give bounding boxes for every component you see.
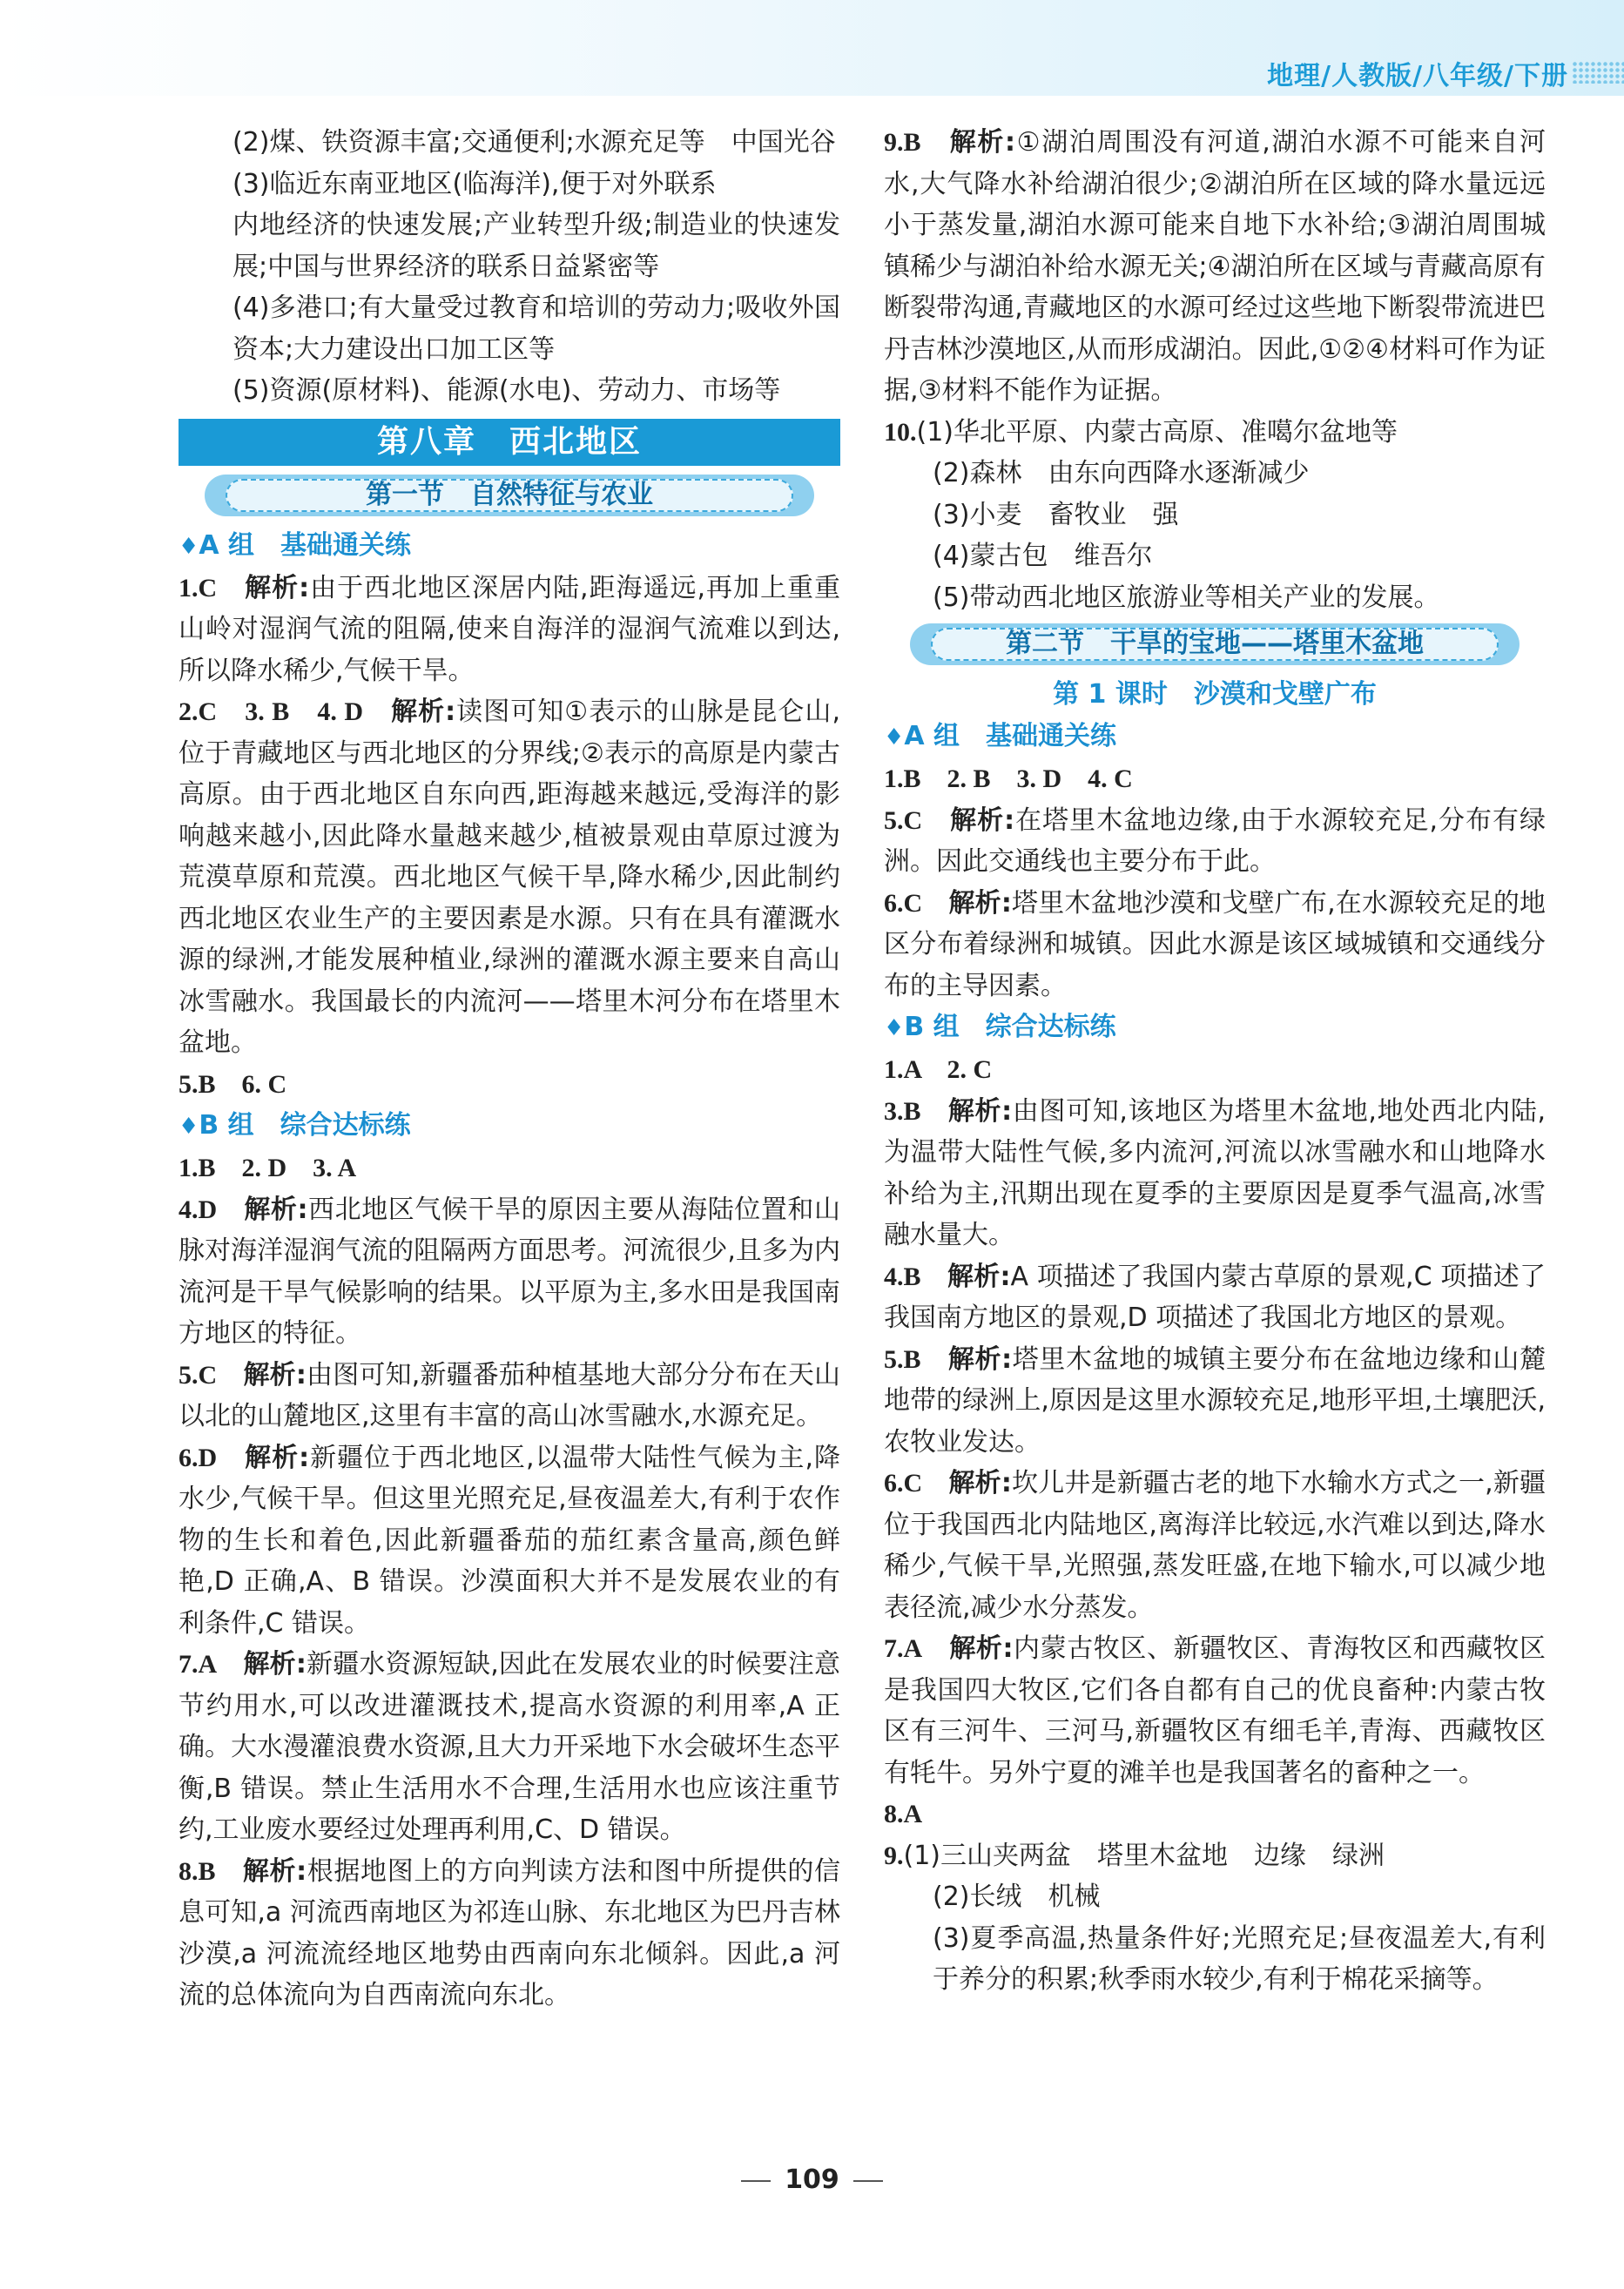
analysis-label: 解析:	[947, 1095, 1013, 1127]
item-answer: A	[903, 1800, 923, 1828]
item-number: 5.	[179, 1069, 199, 1099]
lesson-title: 第 1 课时 沙漠和戈壁广布	[1053, 679, 1377, 710]
item-answer: C	[903, 1469, 923, 1498]
item-answer: B 2. D 3. A	[198, 1154, 357, 1182]
group-a-heading	[884, 716, 1546, 758]
answer-item	[179, 1437, 840, 1645]
answer-line: (3)小麦 畜牧业 强	[933, 499, 1179, 530]
running-header: 地理/人教版/八年级/下册	[1267, 61, 1568, 91]
item-answer: C 3. B 4. D	[198, 697, 364, 726]
answer-line: (5)带动西北地区旅游业等相关产业的发展。	[933, 582, 1440, 613]
analysis-text: 西北地区气候干旱的原因主要从海陆位置和山脉对海洋湿润气流的阻隔两方面思考。河流很少,且多为内流河是干旱气候影响的结果。以平原为主,多水田是我国南方地区的特征。	[179, 1194, 841, 1349]
answer-item	[179, 568, 840, 692]
item-number: 9.	[884, 128, 904, 157]
item-answer: B	[903, 1344, 921, 1374]
item-answer: A	[198, 1650, 218, 1679]
intro-line: 内地经济的快速发展;产业转型升级;制造业的快速发展;中国与世界经济的联系日益紧密等	[232, 210, 840, 282]
answer-item	[179, 1148, 840, 1189]
answer-item	[179, 1189, 840, 1355]
answer-item	[179, 1644, 840, 1851]
item-number: 9.	[884, 1841, 904, 1870]
answer-item	[884, 1091, 1546, 1256]
analysis-label: 解析:	[948, 887, 1012, 919]
analysis-label: 解析:	[947, 1261, 1011, 1292]
analysis-label: 解析:	[949, 1633, 1014, 1664]
item-number: 6.	[179, 1443, 199, 1472]
section-title: 第二节 干旱的宝地——塔里木盆地	[931, 628, 1499, 661]
analysis-label: 解析:	[243, 1359, 307, 1390]
analysis-label: 解析:	[950, 805, 1015, 836]
analysis-text: 根据地图上的方向判读方法和图中所提供的信息可知,a 河流西南地区为祁连山脉、东北地区为巴丹吉林沙漠,a 河流流经地区地势由西南向东北倾斜。因此,a 河流的总体流向为自西南流向东北。	[179, 1855, 841, 2010]
answer-item	[884, 122, 1546, 412]
answer-item	[884, 1049, 1546, 1091]
item-answer: C	[903, 805, 923, 835]
analysis-label: 解析:	[949, 127, 1016, 158]
item-number: 1.	[884, 1055, 904, 1084]
answer-item	[884, 1339, 1546, 1464]
analysis-text: ①湖泊周围没有河道,湖泊水源不可能来自河水,大气降水补给湖泊很少;②湖泊所在区域的降水量远远小于蒸发量,湖泊水源可能来自地下水补给;③湖泊周围城镇稀少与湖泊补给水源无关;④湖泊所在区域与青藏高原有断裂带沟通,青藏地区的水源可经过这些地下断裂带流进巴丹吉林沙漠地区,从而形成湖泊。因此,①②④材料可作为证据,③材料不能作为证据。	[884, 127, 1547, 406]
diamond-icon: ♦	[884, 724, 905, 751]
answer-line: (4)蒙古包 维吾尔	[933, 541, 1153, 571]
answer-item	[884, 1794, 1546, 1835]
answer-item	[884, 1256, 1546, 1339]
answer-item	[884, 1835, 1546, 1877]
item-number: 5.	[884, 1344, 904, 1374]
item-number: 5.	[179, 1360, 199, 1390]
group-b-title: B 组 综合达标练	[904, 1012, 1116, 1042]
analysis-text: A 项描述了我国内蒙古草原的景观,C 项描述了我国南方地区的景观,D 项描述了我国北方地区的景观。	[884, 1261, 1547, 1333]
analysis-label: 解析:	[244, 1194, 308, 1225]
item-answer: C	[198, 1360, 218, 1390]
item-number: 1.	[179, 573, 199, 603]
item-number: 6.	[884, 888, 904, 918]
analysis-text: 塔里木盆地沙漠和戈壁广布,在水源较充足的地区分布着绿洲和城镇。因此水源是该区域城镇和交通线分布的主导因素。	[884, 887, 1546, 1001]
analysis-text: 读图可知①表示的山脉是昆仑山,位于青藏地区与西北地区的分界线;②表示的高原是内蒙古高原。由于西北地区自东向西,距海越来越远,受海洋的影响越来越小,因此降水量越来越少,植被景观由草原过渡为荒漠草原和荒漠。西北地区气候干旱,降水稀少,因此制约西北地区农业生产的主要因素是水源。只有在具有灌溉水源的绿洲,才能发展种植业,绿洲的灌溉水源主要来自高山冰雪融水。我国最长的内流河——塔里木河分布在塔里木盆地。	[179, 697, 841, 1058]
item-number: 4.	[179, 1195, 199, 1224]
analysis-text: 内蒙古牧区、新疆牧区、青海牧区和西藏牧区是我国四大牧区,它们各自都有自己的优良畜种:内蒙古牧区有三河牛、三河马,新疆牧区有细毛羊,青海、西藏牧区有牦牛。另外宁夏的滩羊也是我国著名的畜种之一。	[884, 1633, 1547, 1788]
analysis-text: 坎儿井是新疆古老的地下水输水方式之一,新疆位于我国西北内陆地区,离海洋比较远,水汽难以到达,降水稀少,气候干旱,光照强,蒸发旺盛,在地下输水,可以减少地表径流,减少水分蒸发。	[884, 1468, 1546, 1623]
group-b-title: B 组 综合达标练	[199, 1110, 411, 1141]
answer-line: (1)华北平原、内蒙古高原、准噶尔盆地等	[916, 416, 1398, 448]
answer-line: (1)三山夹两盆 塔里木盆地 边缘 绿洲	[903, 1840, 1385, 1871]
item-number: 2.	[179, 697, 199, 726]
answer-item	[179, 1355, 840, 1437]
answer-item	[884, 883, 1546, 1007]
item-answer: A 2. C	[903, 1055, 993, 1084]
item-number: 6.	[884, 1469, 904, 1498]
group-a-title: A 组 基础通关练	[904, 721, 1116, 751]
analysis-text: 塔里木盆地的城镇主要分布在盆地边缘和山麓地带的绿洲上,原因是这里水源较充足,地形平坦,土壤肥沃,农牧业发达。	[884, 1343, 1547, 1458]
item-answer: A	[903, 1634, 923, 1663]
dash-left	[741, 2180, 771, 2182]
analysis-label: 解析:	[947, 1343, 1013, 1375]
right-column	[884, 122, 1546, 2001]
item-number: 1.	[884, 764, 904, 793]
analysis-text: 新疆位于西北地区,以温带大陆性气候为主,降水少,气候干旱。但这里光照充足,昼夜温差大,有利于农作物的生长和着色,因此新疆番茄的茄红素含量高,颜色鲜艳,D 正确,A、B 错误。沙漠面积大并不是发展农业的有利条件,C 错误。	[179, 1442, 841, 1639]
analysis-label: 解析:	[245, 572, 310, 603]
answer-item	[884, 800, 1546, 883]
item-number: 8.	[179, 1856, 199, 1886]
item-number: 4.	[884, 1262, 904, 1291]
item-answer: D	[198, 1443, 218, 1472]
page-number	[0, 2164, 1624, 2195]
section-banner	[910, 623, 1520, 665]
analysis-label: 解析:	[948, 1468, 1012, 1498]
item-number: 5.	[884, 805, 904, 835]
item-answer: B 2. B 3. D 4. C	[903, 764, 1133, 793]
answer-item	[179, 1851, 840, 2016]
diamond-icon: ♦	[179, 1114, 199, 1140]
analysis-label: 解析:	[243, 1649, 307, 1680]
item-answer: B	[903, 128, 921, 157]
left-column	[179, 122, 840, 2016]
header-dot-pattern	[1572, 61, 1624, 84]
dash-right	[853, 2180, 883, 2182]
intro-line: (4)多港口;有大量受过教育和培训的劳动力;吸收外国资本;大力建设出口加工区等	[232, 293, 840, 365]
answer-item	[179, 691, 840, 1064]
item-answer: B	[903, 1096, 921, 1126]
answer-item	[884, 758, 1546, 800]
item-answer: B 6. C	[198, 1069, 287, 1099]
analysis-label: 解析:	[242, 1855, 307, 1887]
section-banner	[205, 475, 814, 516]
answer-line: (3)夏季高温,热量条件好;光照充足;昼夜温差大,有利于养分的积累;秋季雨水较少,有利于棉花采摘等。	[933, 1922, 1546, 1995]
group-a-heading	[179, 525, 840, 568]
item-number: 3.	[884, 1096, 904, 1126]
answer-line: (2)森林 由东向西降水逐渐减少	[933, 458, 1310, 488]
group-a-title: A 组 基础通关练	[199, 529, 411, 561]
answer-item	[884, 1628, 1546, 1794]
group-b-heading	[179, 1105, 840, 1148]
item-number: 7.	[179, 1650, 199, 1679]
answer-item	[179, 1064, 840, 1106]
diamond-icon: ♦	[179, 533, 199, 560]
intro-line: (5)资源(原材料)、能源(水电)、劳动力、市场等	[232, 375, 781, 406]
analysis-label: 解析:	[391, 697, 456, 727]
page-number-text: 109	[785, 2164, 839, 2195]
item-answer: D	[198, 1195, 218, 1224]
intro-line: (3)临近东南亚地区(临海洋),便于对外联系	[232, 168, 717, 199]
item-answer: C	[903, 888, 923, 918]
item-number: 8.	[884, 1800, 904, 1828]
item-answer: B	[198, 1856, 216, 1886]
answer-line: (2)长绒 机械	[933, 1882, 1101, 1912]
group-b-heading	[884, 1006, 1546, 1049]
analysis-text: 由图可知,该地区为塔里木盆地,地处西北内陆,为温带大陆性气候,多内流河,河流以冰雪融水和山地降水补给为主,汛期出现在夏季的主要原因是夏季气温高,冰雪融水量大。	[884, 1095, 1547, 1250]
diamond-icon: ♦	[884, 1015, 905, 1041]
chapter-title: 第八章 西北地区	[179, 419, 840, 466]
answer-item	[884, 412, 1546, 454]
item-answer: B	[903, 1262, 921, 1291]
analysis-text: 在塔里木盆地边缘,由于水源较充足,分布有绿洲。因此交通线也主要分布于此。	[884, 805, 1547, 877]
analysis-label: 解析:	[245, 1442, 310, 1473]
analysis-text: 由图可知,新疆番茄种植基地大部分分布在天山以北的山麓地区,这里有丰富的高山冰雪融水,水源充足。	[179, 1359, 840, 1431]
item-number: 1.	[179, 1154, 199, 1182]
item-answer: C	[198, 573, 218, 603]
item-number: 10.	[884, 417, 917, 447]
section-title: 第一节 自然特征与农业	[226, 479, 793, 512]
analysis-text: 由于西北地区深居内陆,距海遥远,再加上重重山岭对湿润气流的阻隔,使来自海洋的湿润气流难以到达,所以降水稀少,气候干旱。	[179, 572, 841, 686]
item-number: 7.	[884, 1634, 904, 1663]
intro-line: (2)煤、铁资源丰富;交通便利;水源充足等 中国光谷	[232, 127, 836, 158]
answer-item	[884, 1463, 1546, 1628]
analysis-text: 新疆水资源短缺,因此在发展农业的时候要注意节约用水,可以改进灌溉技术,提高水资源的利用率,A 正确。大水漫灌浪费水资源,且大力开采地下水会破坏生态平衡,B 错误。禁止生活用水不合理,生活用水也应该注重节约,工业废水要经过处理再利用,C、D 错误。	[179, 1649, 840, 1845]
